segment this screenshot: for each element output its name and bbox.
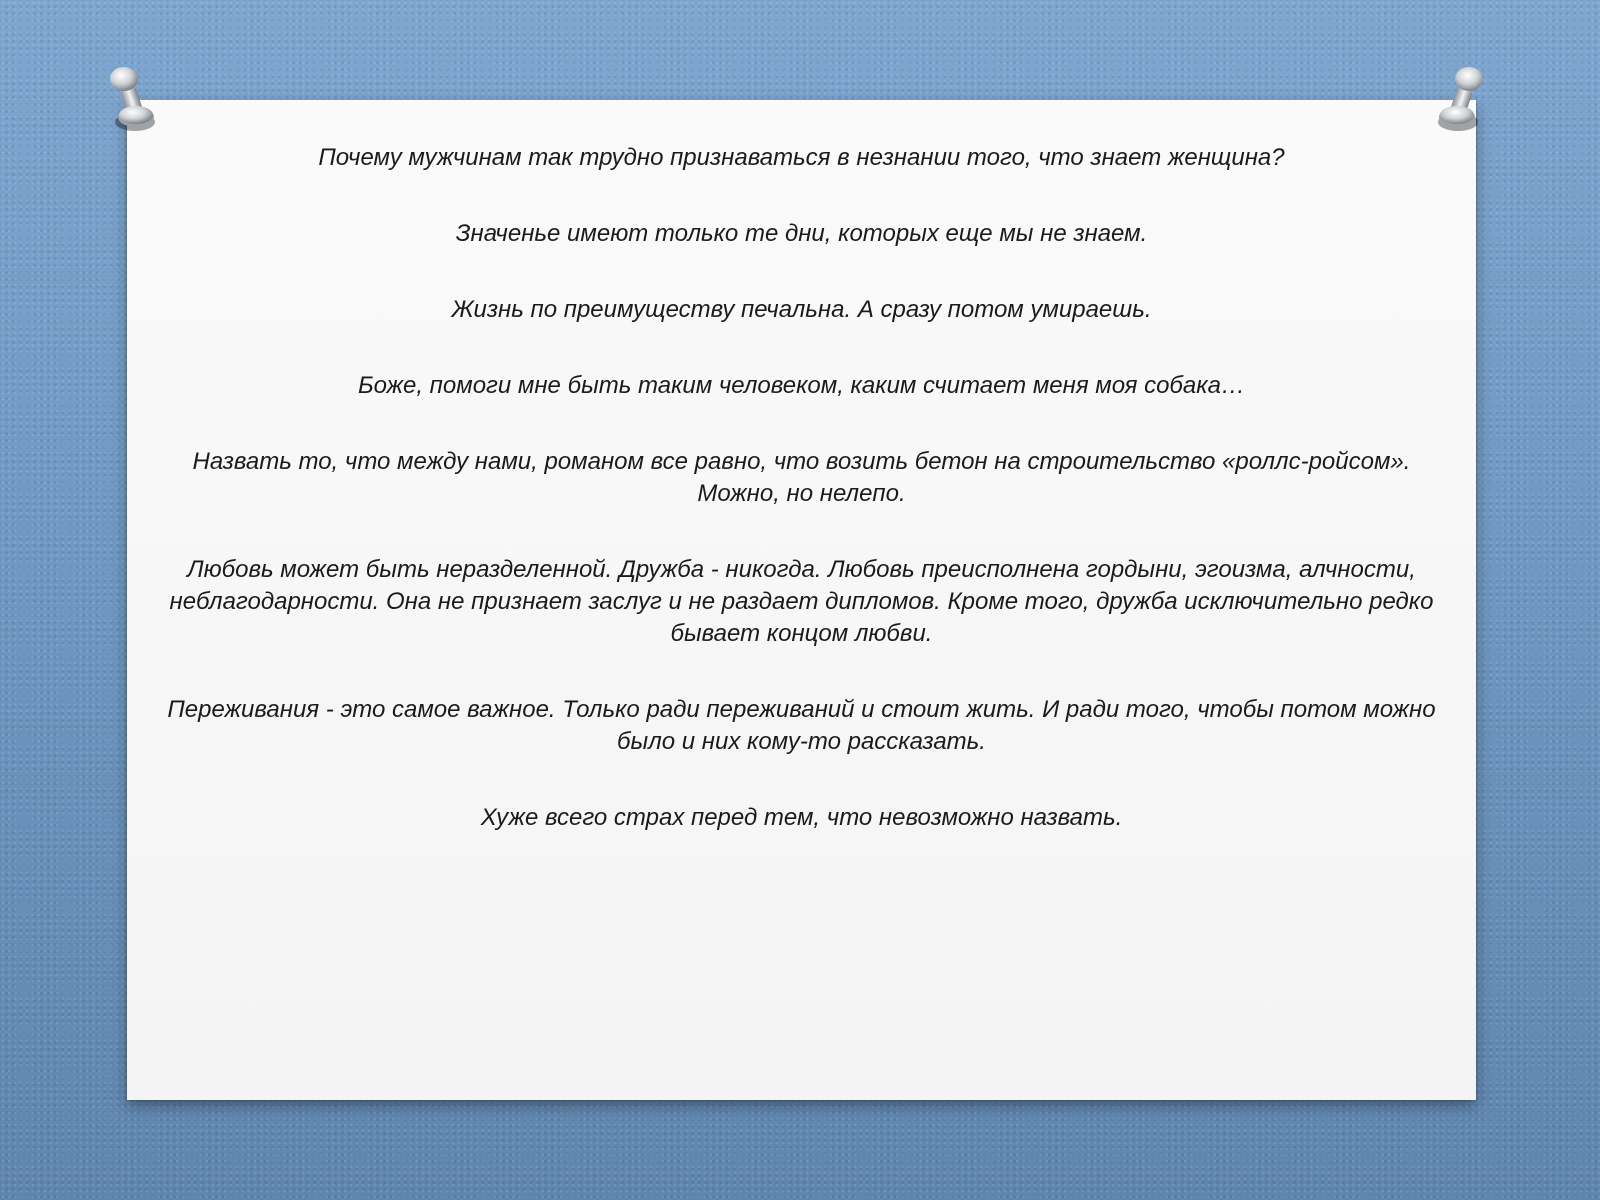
push-pin-icon <box>1432 62 1490 134</box>
push-pin-icon <box>102 62 160 134</box>
quote-item: Боже, помоги мне быть таким человеком, каким считает меня моя собака… <box>358 372 1245 399</box>
paper-sheet <box>127 100 1476 1100</box>
quote-list <box>167 142 1436 878</box>
quote-item: Назвать то, что между нами, романом все равно, что возить бетон на строительство «роллс-ройсом». Можно, но нелепо. <box>192 448 1411 507</box>
quote-item: Жизнь по преимуществу печальна. А сразу потом умираешь. <box>451 296 1152 323</box>
quote-item: Любовь может быть неразделенной. Дружба - никогда. Любовь преисполнена гордыни, эгоизма, алчности, неблагодарности. Она не признает заслуг и не раздает дипломов. Кроме того, дружба исключительно редко бывает концом любви. <box>169 556 1434 647</box>
quote-item: Значенье имеют только те дни, которых еще мы не знаем. <box>455 220 1148 247</box>
quote-item: Почему мужчинам так трудно признаваться в незнании того, что знает женщина? <box>318 144 1285 171</box>
quote-item: Хуже всего страх перед тем, что невозможно назвать. <box>480 804 1123 831</box>
quote-item: Переживания - это самое важное. Только ради переживаний и стоит жить. И ради того, чтобы потом можно было и них кому-то рассказать. <box>167 696 1436 755</box>
